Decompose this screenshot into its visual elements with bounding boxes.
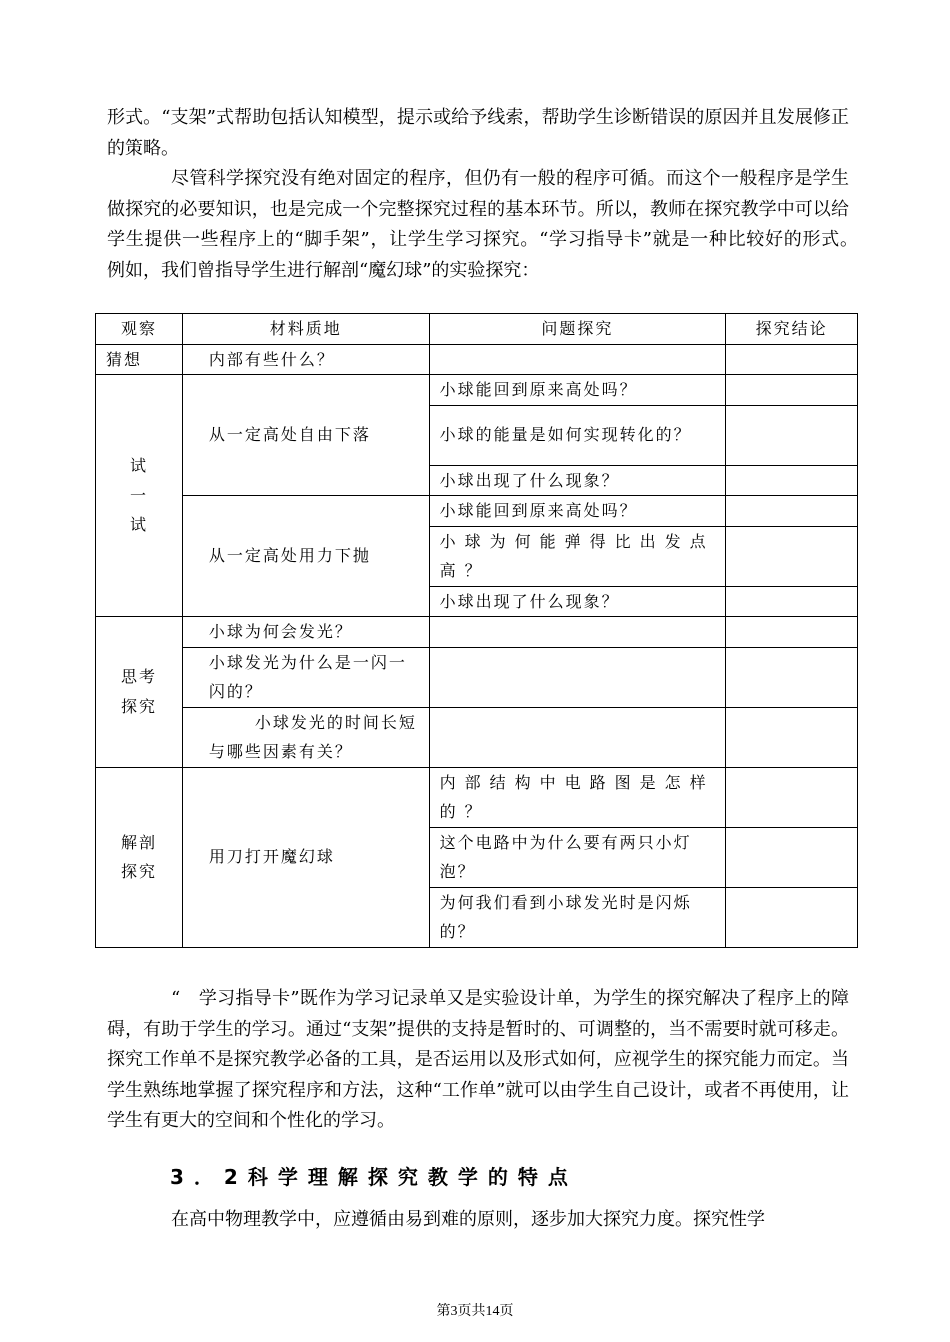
think-material: 小球发光为什么是一闪一闪的？ xyxy=(182,647,429,707)
paragraph-3: “ 学习指导卡”既作为学习记录单又是实验设计单，为学生的探究解决了程序上的障碍，有助于学生的学习。通过“支架”提供的支持是暂时的、可调整的，当不需要时就可移走。探究工作单不是探究教学必备的工具，是否运用以及形式如何，应视学生的探究能力而定。当学生熟练地掌握了探究程序和方法，这种“工作单”就可以由学生自己设计，或者不再使用，让学生有更大的空间和个性化的学习。 xyxy=(107,988,849,1131)
guess-material: 内部有些什么？ xyxy=(182,344,429,375)
table-row xyxy=(96,707,858,767)
try-label-char: 试 xyxy=(129,515,148,535)
think-question xyxy=(429,707,726,767)
try-conclusion xyxy=(726,465,858,496)
think-label-line: 思考 xyxy=(120,667,157,687)
paragraph-1: 形式。“支架”式帮助包括认知模型，提示或给予线索，帮助学生诊断错误的原因并且发展修正的策略。 xyxy=(107,107,849,159)
dissect-label-line: 解剖 xyxy=(120,832,157,852)
try-label-char: 试 xyxy=(129,456,148,476)
header-conclusion: 探究结论 xyxy=(726,314,858,345)
think-conclusion xyxy=(726,707,858,767)
try-conclusion xyxy=(726,375,858,406)
dissect-label-line: 探究 xyxy=(120,862,157,881)
table-row xyxy=(96,767,858,827)
table-row xyxy=(96,496,858,527)
try-conclusion xyxy=(726,496,858,527)
try-question: 小球出现了什么现象？ xyxy=(429,465,726,496)
table-row xyxy=(96,647,858,707)
try-material-2: 从一定高处用力下抛 xyxy=(182,496,429,617)
guess-question xyxy=(429,344,726,375)
try-question: 小球出现了什么现象？ xyxy=(429,586,726,617)
header-material: 材料质地 xyxy=(182,314,429,345)
paragraph-2: 尽管科学探究没有绝对固定的程序，但仍有一般的程序可循。而这个一般程序是学生做探究的必要知识，也是完成一个完整探究过程的基本环节。所以，教师在探究教学中可以给学生提供一些程序上的“脚手架”，让学生学习探究。“学习指导卡”就是一种比较好的形式。 例如，我们曾指导学生进行解剖“魔幻球”的实验探究： xyxy=(107,168,867,281)
paragraph-4: 在高中物理教学中，应遵循由易到难的原则，逐步加大探究力度。探究性学 xyxy=(171,1209,765,1230)
try-question: 小球为何能弹得比出发点高？ xyxy=(429,526,726,586)
table-row xyxy=(96,344,858,375)
learning-guide-table xyxy=(95,313,858,948)
try-conclusion xyxy=(726,526,858,586)
think-conclusion xyxy=(726,617,858,648)
page-footer: 第3页共14页 xyxy=(436,1304,514,1319)
table-row xyxy=(96,617,858,648)
try-material-1: 从一定高处自由下落 xyxy=(182,375,429,496)
table-row xyxy=(96,375,858,406)
think-conclusion xyxy=(726,647,858,707)
think-material: 小球发光的时间长短与哪些因素有关？ xyxy=(182,707,429,767)
dissect-material: 用刀打开魔幻球 xyxy=(182,767,429,947)
try-conclusion xyxy=(726,405,858,465)
try-question: 小球能回到原来高处吗？ xyxy=(429,496,726,527)
think-question xyxy=(429,647,726,707)
header-observe: 观察 xyxy=(96,314,183,345)
table-header-row xyxy=(96,314,858,345)
dissect-question: 为何我们看到小球发光时是闪烁的？ xyxy=(429,887,726,947)
try-question: 小球能回到原来高处吗？ xyxy=(429,375,726,406)
try-label xyxy=(96,375,183,617)
dissect-conclusion xyxy=(726,887,858,947)
dissect-question: 这个电路中为什么要有两只小灯泡？ xyxy=(429,827,726,887)
guess-conclusion xyxy=(726,344,858,375)
dissect-conclusion xyxy=(726,827,858,887)
think-label xyxy=(96,617,183,768)
header-question: 问题探究 xyxy=(429,314,726,345)
dissect-question: 内部结构中电路图是怎样的？ xyxy=(429,767,726,827)
dissect-conclusion xyxy=(726,767,858,827)
try-conclusion xyxy=(726,586,858,617)
section-heading: 3．2科学理解探究教学的特点 xyxy=(170,1165,578,1189)
think-label-line: 探究 xyxy=(120,696,157,716)
try-label-char: 一 xyxy=(129,485,148,505)
guess-label: 猜想 xyxy=(96,344,183,375)
dissect-label xyxy=(96,767,183,947)
think-material: 小球为何会发光？ xyxy=(182,617,429,648)
think-question xyxy=(429,617,726,648)
try-question: 小球的能量是如何实现转化的？ xyxy=(429,405,726,465)
